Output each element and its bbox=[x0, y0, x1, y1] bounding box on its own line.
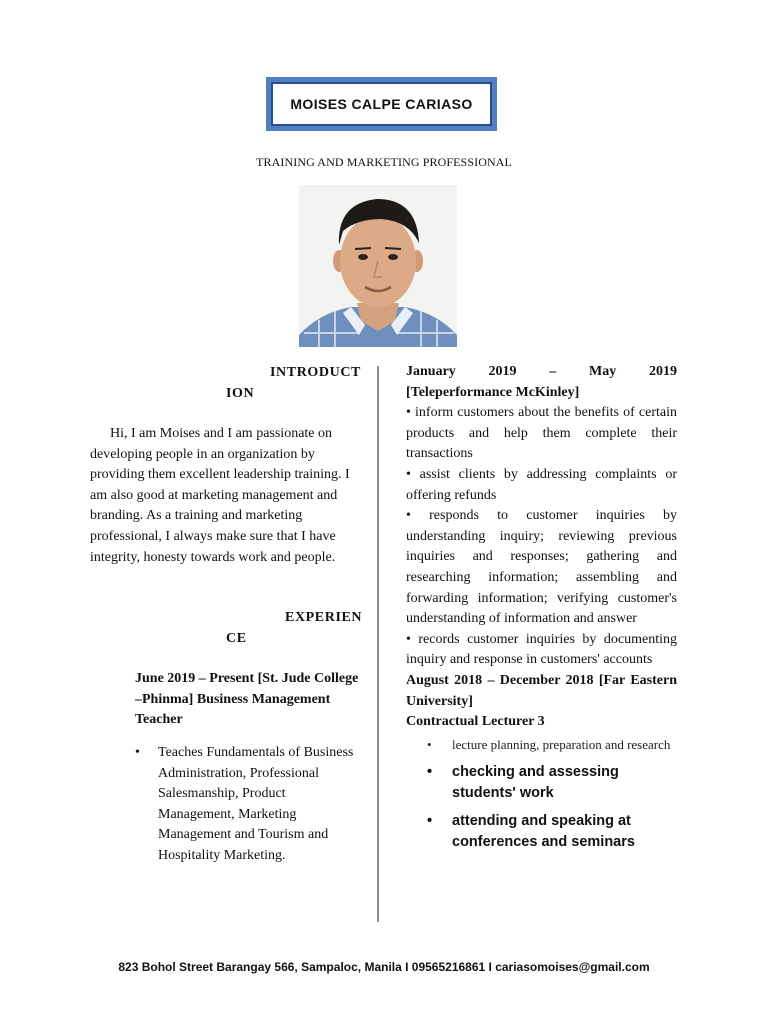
introduction-heading-part1: INTRODUCT bbox=[270, 365, 361, 380]
applicant-name: MOISES CALPE CARIASO bbox=[271, 82, 492, 126]
right-column bbox=[406, 362, 677, 852]
job-header-feu: August 2018 – December 2018 [Far Eastern University] bbox=[406, 672, 677, 709]
list-item: • assist clients by addressing complaints or offering refunds bbox=[406, 466, 677, 503]
job-company-teleperformance: [Teleperformance McKinley] bbox=[406, 384, 580, 400]
list-item: • responds to customer inquiries by understanding inquiry; reviewing previous inquiries and responses; gathering and researching information; assembling and forwarding information; verifying customer's understanding of information and answer bbox=[406, 508, 677, 627]
job-duties-feu bbox=[406, 736, 677, 755]
experience-heading-part2: CE bbox=[226, 631, 247, 646]
job-duties-st-jude bbox=[135, 743, 365, 867]
job-title-feu: Contractual Lecturer 3 bbox=[406, 714, 545, 730]
contact-footer: 823 Bohol Street Barangay 566, Sampaloc, Manila I 09565216861 I cariasomoises@gmail.com bbox=[118, 960, 650, 974]
experience-heading-part1: EXPERIEN bbox=[285, 610, 363, 625]
column-divider bbox=[377, 366, 379, 922]
job-dates-teleperformance: January 2019 – May 2019 bbox=[406, 364, 677, 379]
list-item: • inform customers about the benefits of certain products and help them complete their transactions bbox=[406, 405, 677, 462]
list-item: • Teaches Fundamentals of Business Administration, Professional Salesmanship, Product Management, Marketing Management and Tourism and Hospitality Marketing. bbox=[135, 743, 365, 867]
introduction-text: Hi, I am Moises and I am passionate on developing people in an organization by providing them excellent leadership training. I am also good at marketing management and branding. As a training and marketing professional, I always make sure that I have integrity, honesty towards work and people. bbox=[90, 426, 350, 565]
introduction-heading-part2: ION bbox=[226, 386, 255, 401]
list-item: • checking and assessing students' work bbox=[406, 762, 677, 803]
profile-photo-illustration bbox=[299, 185, 457, 347]
job-title-st-jude: June 2019 – Present [St. Jude College –Phinma] Business Management Teacher bbox=[135, 671, 359, 728]
job-duties-feu-bold bbox=[406, 762, 677, 852]
list-item: • records customer inquiries by documenting inquiry and response in customers' accounts bbox=[406, 631, 677, 668]
name-box bbox=[266, 77, 497, 131]
list-item: • attending and speaking at conferences and seminars bbox=[406, 811, 677, 852]
profile-photo bbox=[299, 185, 457, 347]
list-item: • lecture planning, preparation and research bbox=[406, 736, 677, 755]
professional-title: TRAINING AND MARKETING PROFESSIONAL bbox=[256, 155, 512, 169]
